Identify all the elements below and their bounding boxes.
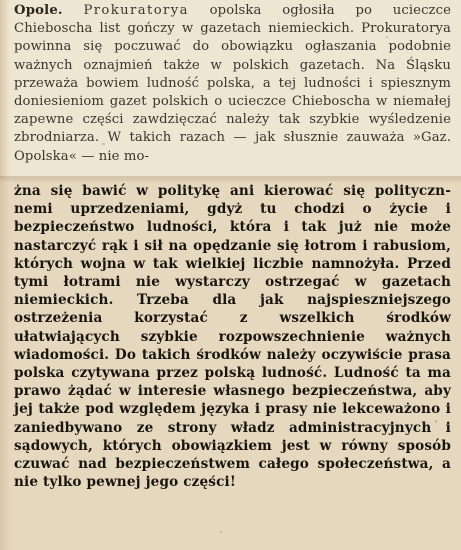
ink-speck [386,36,388,38]
top-article-body: opolska ogłosiła po ucieczce Chieboscha list gończy w gazetach niemieckich. Prokuratorya powinna się poczuwać do obowiązku ogłaszania podobnie ważnych oznajmień także w polskich gazetach. Na Śląsku przeważa bowiem ludność polska, a tej ludności i spiesznym doniesieniom gazet polskich o ucieczce Chieboscha w niemałej zapewne części zawdzięczać należy tak szybkie wyśledzenie zbrodniarza. W takich razach — jak słusznie zauważa »Gaz. Opolska« — nie mo- [14,3,451,164]
spaced-word-prokuratorya: Prokuratorya [83,3,189,18]
top-article-paragraph [14,2,451,166]
bottom-article-paragraph [14,182,451,491]
ink-speck [102,143,105,145]
bottom-article-first-line: żna się bawić w politykę ani kierować się polityczn- [14,183,451,199]
bottom-article-body: nemi uprzedzeniami, gdyż tu chodzi o życie i bezpieczeństwo ludności, która i tak już nie może nastarczyć rąk i sił na opędzanie się łotrom i rabusiom, których wojna w tak wielkiej liczbie namnożyła. Przed tymi łotrami nie wystarczy ostrzegać w gazetach niemieckich. Trzeba dla jak najspieszniejszego ostrzeżenia korzystać z wszelkich środków ułatwiających szybkie rozpowszechnienie ważnych wiadomości. Do takich środków należy oczywiście prasa polska czytywana przez polską ludność. Ludność ta ma prawo żądać w interesie własnego bezpieczeństwa, aby jej także pod względem języka i prasy nie lekceważono i zaniedbywano ze strony władz administracyjnych i sądowych, których obowiązkiem jest w równy sposób czuwać nad bezpieczeństwem całego społeczeństwa, a nie tylko pewnej jego części! [14,201,451,491]
paper-edge-shadow [0,0,10,550]
ink-speck [220,531,222,533]
ink-speck [435,420,437,423]
dateline-opole: Opole. [14,3,63,18]
